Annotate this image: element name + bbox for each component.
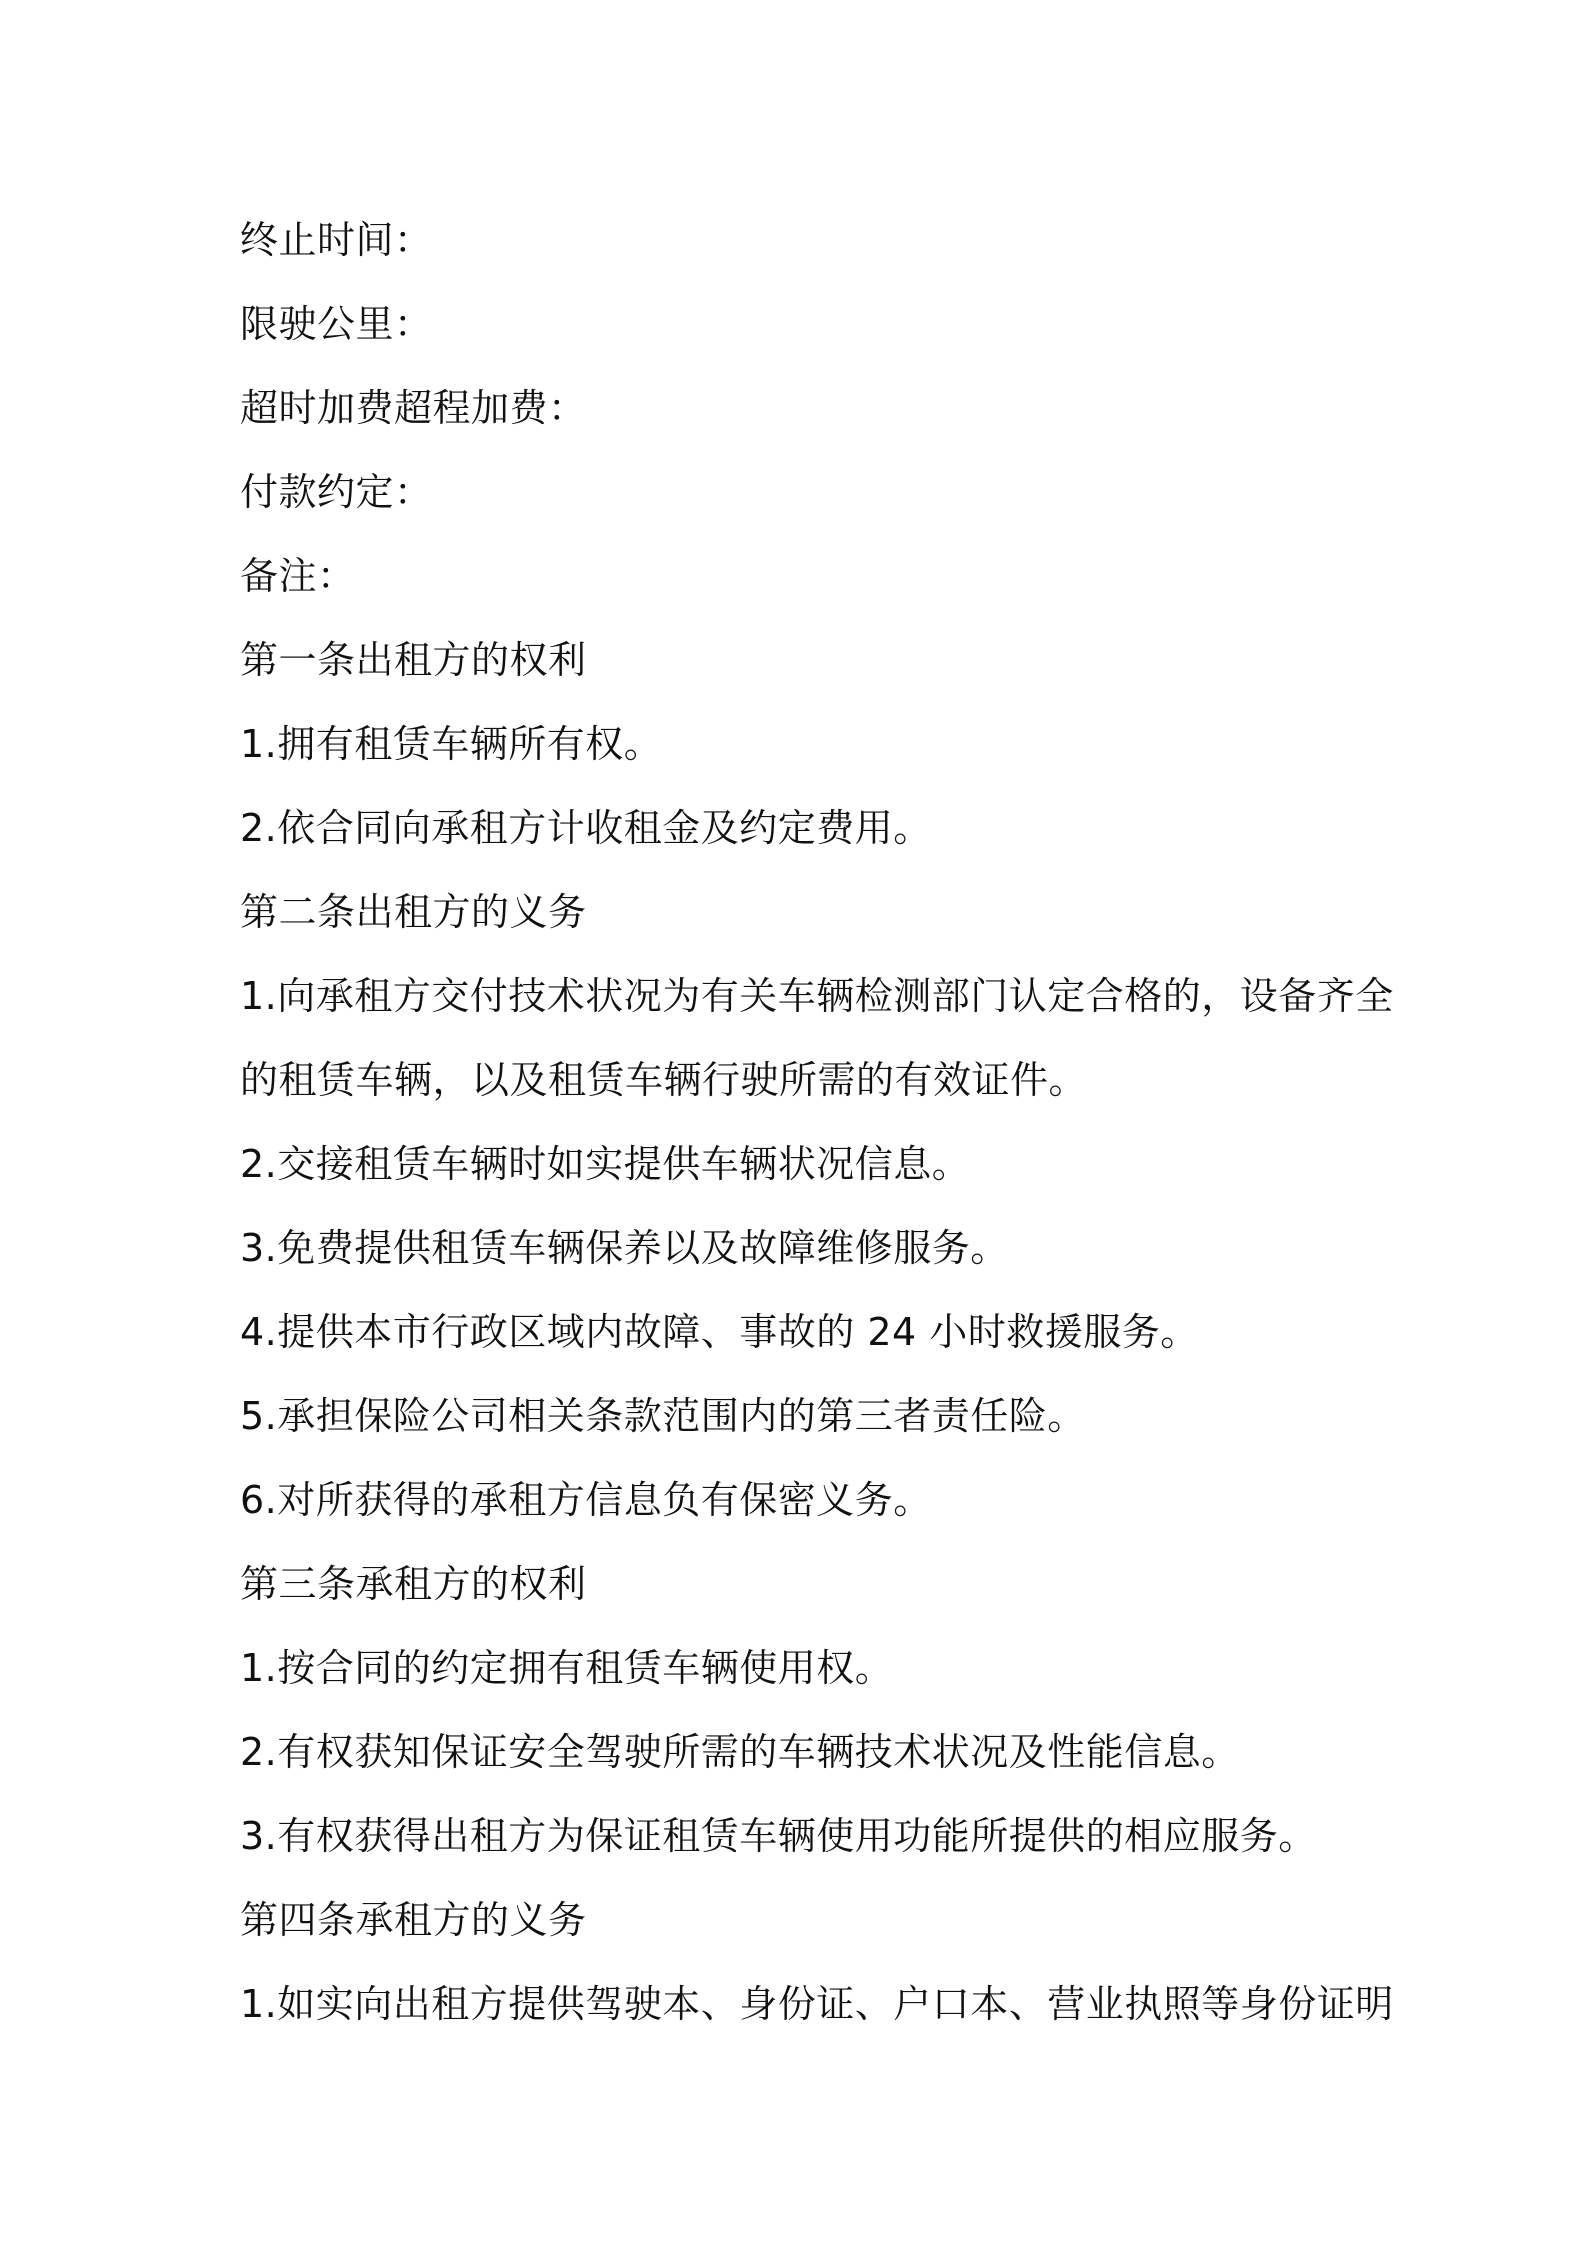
- clause-line: 1.向承租方交付技术状况为有关车辆检测部门认定合格的，设备齐全: [240, 974, 1394, 1018]
- clause-line: 2.依合同向承租方计收租金及约定费用。: [240, 806, 932, 850]
- section-heading-2: 第二条出租方的义务: [240, 890, 587, 934]
- clause-line: 6.对所获得的承租方信息负有保密义务。: [240, 1478, 932, 1522]
- clause-line: 2.交接租赁车辆时如实提供车辆状况信息。: [240, 1142, 971, 1186]
- section-heading-3: 第三条承租方的权利: [240, 1562, 587, 1606]
- field-remarks: 备注：: [240, 554, 356, 598]
- field-overtime-fees: 超时加费超程加费：: [240, 386, 587, 430]
- clause-line: 1.按合同的约定拥有租赁车辆使用权。: [240, 1646, 894, 1690]
- clause-line: 1.如实向出租方提供驾驶本、身份证、户口本、营业执照等身份证明: [240, 1982, 1394, 2026]
- clause-line: 3.免费提供租赁车辆保养以及故障维修服务。: [240, 1226, 1009, 1270]
- field-mileage-limit: 限驶公里：: [240, 302, 433, 346]
- clause-line: 1.拥有租赁车辆所有权。: [240, 722, 663, 766]
- document-body: [240, 198, 1394, 2046]
- clause-line: 的租赁车辆，以及租赁车辆行驶所需的有效证件。: [240, 1058, 1088, 1102]
- section-heading-1: 第一条出租方的权利: [240, 638, 587, 682]
- clause-line: 5.承担保险公司相关条款范围内的第三者责任险。: [240, 1394, 1086, 1438]
- clause-line: 3.有权获得出租方为保证租赁车辆使用功能所提供的相应服务。: [240, 1814, 1317, 1858]
- section-heading-4: 第四条承租方的义务: [240, 1898, 587, 1942]
- clause-line: 2.有权获知保证安全驾驶所需的车辆技术状况及性能信息。: [240, 1730, 1240, 1774]
- field-payment-terms: 付款约定：: [240, 470, 433, 514]
- clause-line: 4.提供本市行政区域内故障、事故的 24 小时救援服务。: [240, 1310, 1199, 1354]
- field-end-time: 终止时间：: [240, 218, 433, 262]
